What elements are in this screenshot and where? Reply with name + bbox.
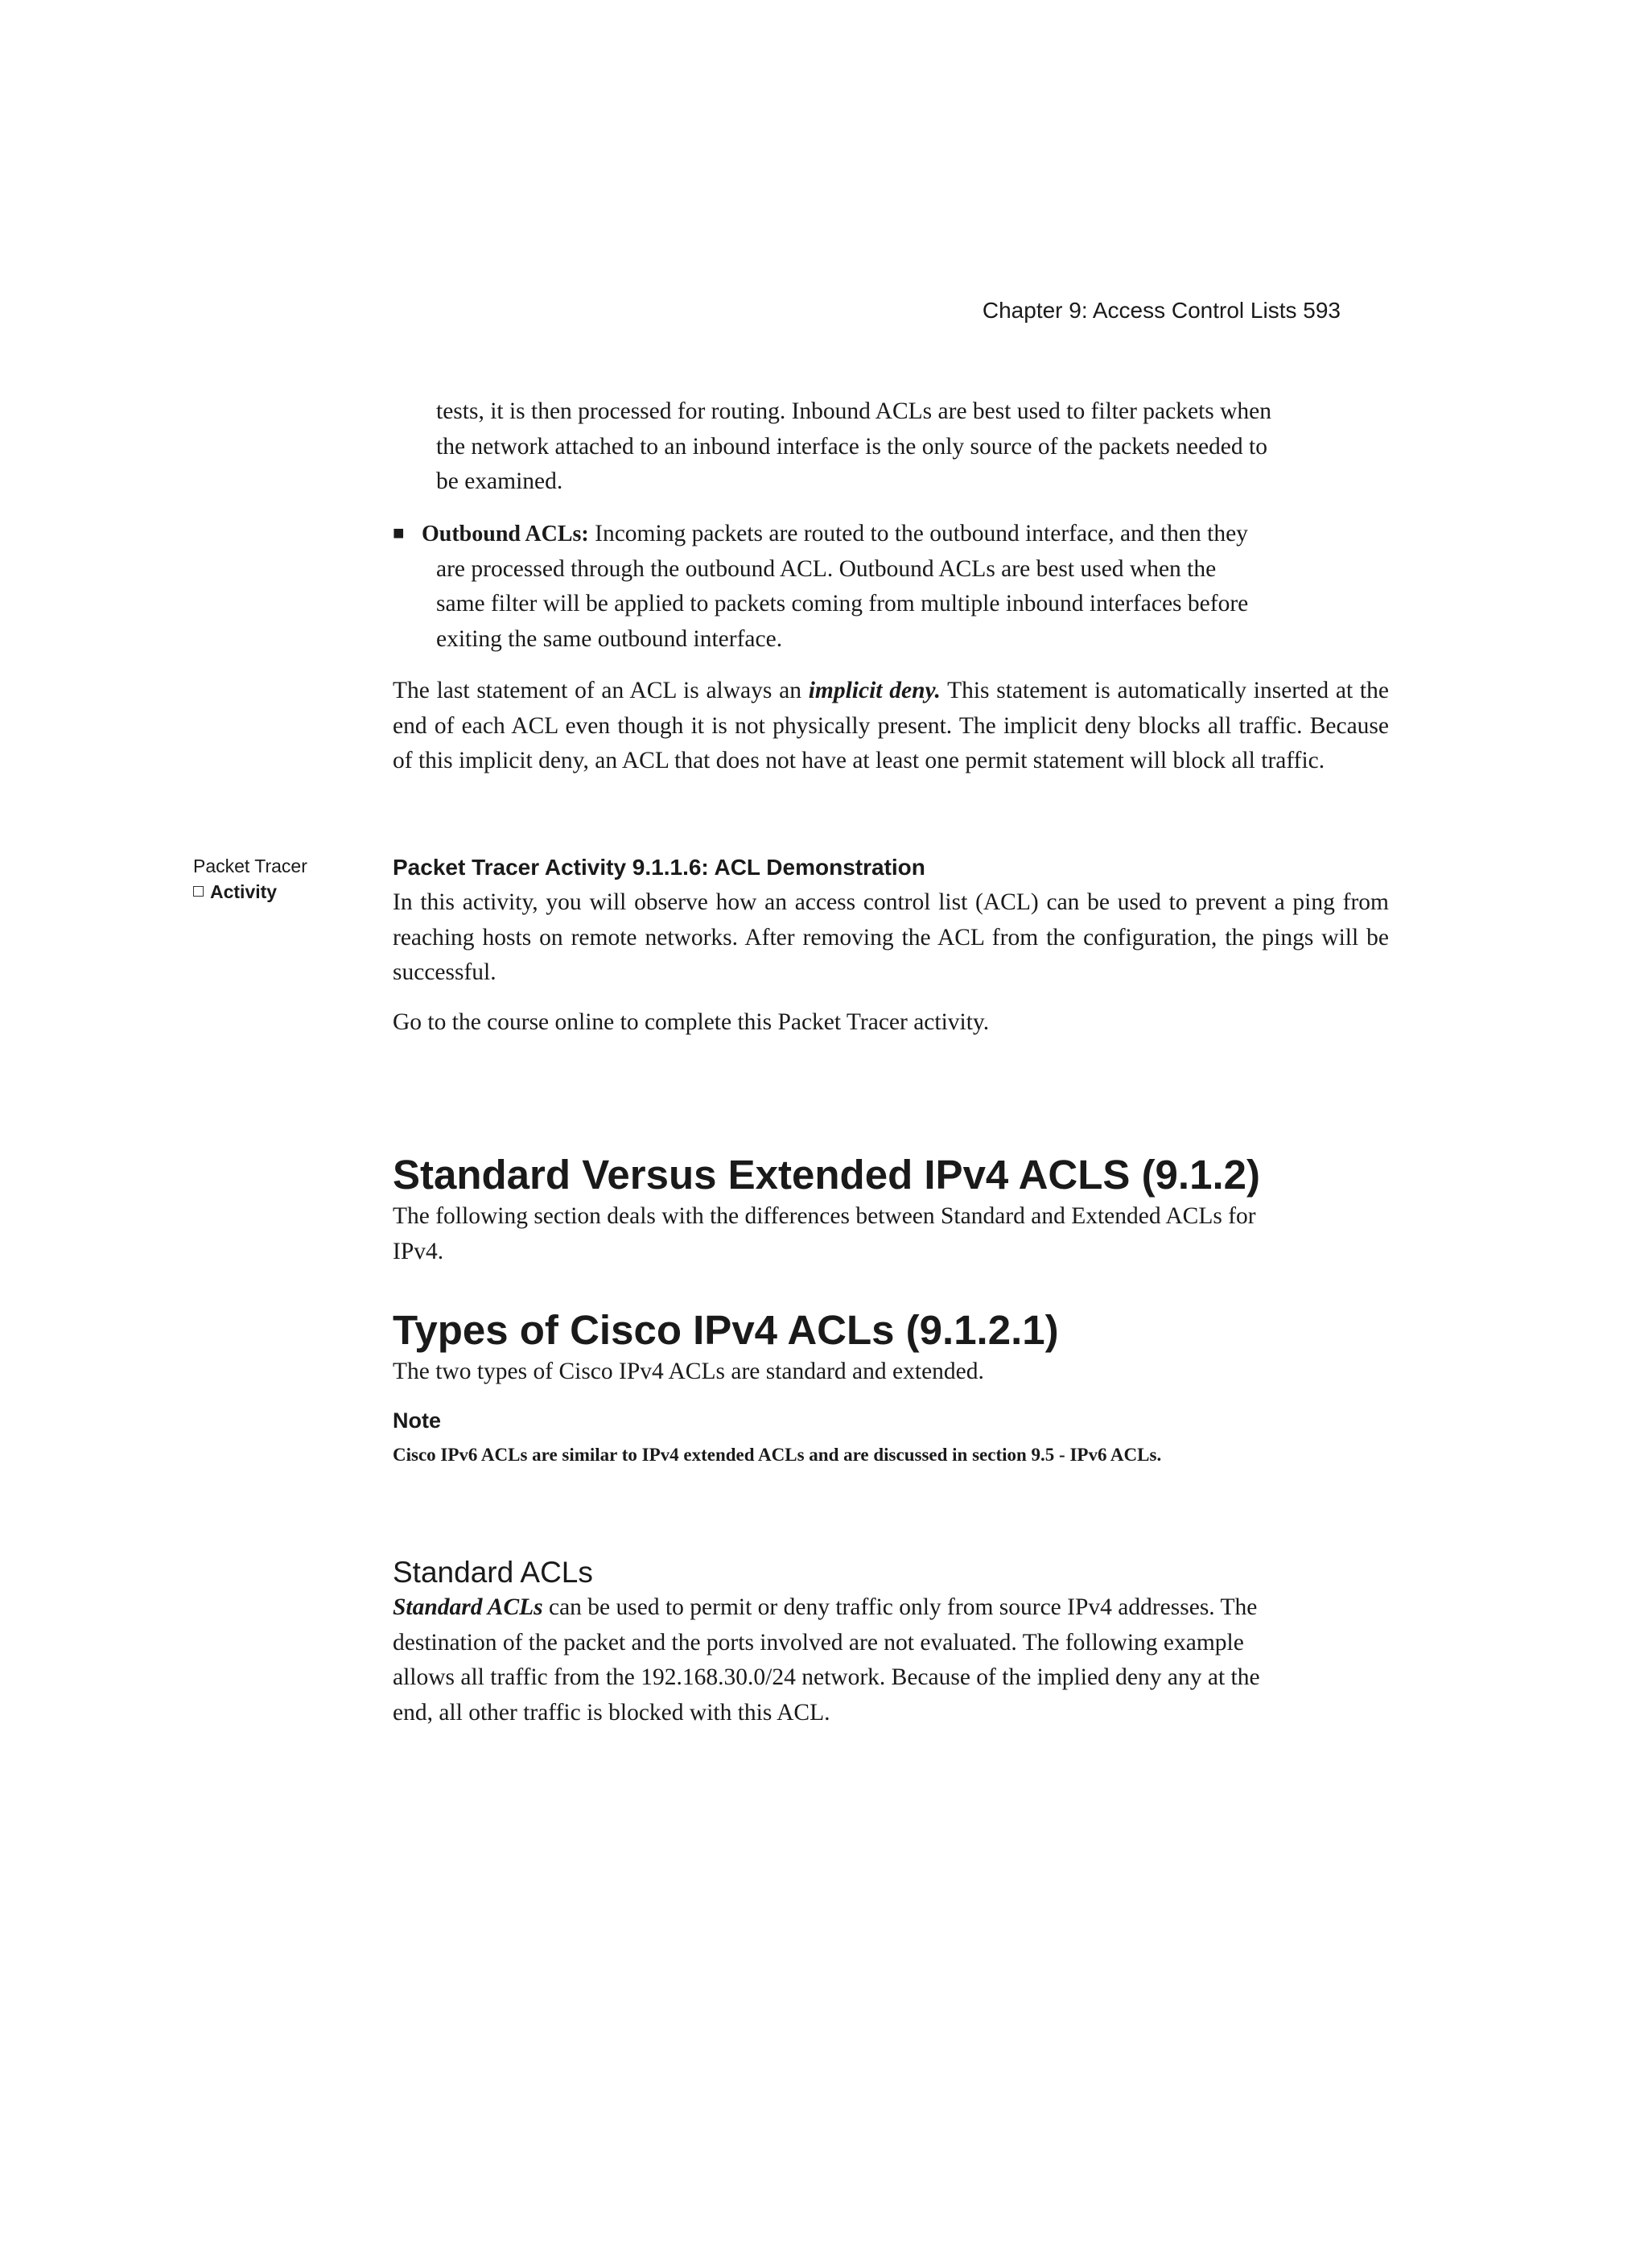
- activity-title: Packet Tracer Activity 9.1.1.6: ACL Demonstration: [393, 855, 925, 880]
- bullet-text: Incoming packets are routed to the outbound interface, and then they: [588, 521, 1248, 546]
- text-line: The following section deals with the differences between Standard and Extended ACLs for: [393, 1203, 1256, 1229]
- section-types: [393, 1306, 1389, 1467]
- text-line: destination of the packet and the ports involved are not evaluated. The following example: [393, 1629, 1244, 1656]
- activity-instruction: Go to the course online to complete this Packet Tracer activity.: [393, 1008, 990, 1035]
- outbound-acls-term: Outbound ACLs:: [422, 522, 589, 546]
- packet-tracer-margin-icon: [193, 853, 307, 905]
- text-line: are processed through the outbound ACL. Outbound ACLs are best used when the: [436, 555, 1217, 582]
- packet-tracer-activity: [393, 853, 1389, 1040]
- activity-label: Activity: [210, 881, 278, 902]
- bullet-square-icon: ■: [393, 523, 405, 544]
- section-standard-acls: [393, 1555, 1389, 1730]
- text-line: same filter will be applied to packets coming from multiple inbound interfaces before: [436, 591, 1249, 616]
- text-line: exiting the same outbound interface.: [436, 625, 783, 652]
- note-text: Cisco IPv6 ACLs are similar to IPv4 extended ACLs and are discussed in section 9.5 - IPv6 ACLs.: [393, 1444, 1162, 1465]
- text-line: be examined.: [436, 468, 563, 494]
- text-line: the network attached to an inbound interface is the only source of the packets needed to: [436, 433, 1267, 460]
- text-line: [393, 1590, 1389, 1626]
- section-standard-vs-extended: [393, 1151, 1389, 1269]
- outbound-acls-bullet: [393, 517, 1389, 657]
- standard-acls-term: Standard ACLs: [393, 1594, 543, 1620]
- section-heading: Standard Versus Extended IPv4 ACLS (9.1.2): [393, 1152, 1260, 1198]
- subsection-heading: Standard ACLs: [393, 1556, 593, 1589]
- bullet-first-line: [422, 517, 1389, 552]
- text-line: allows all traffic from the 192.168.30.0/24 network. Because of the implied deny any at the: [393, 1664, 1260, 1690]
- text-line: end, all other traffic is blocked with this ACL.: [393, 1699, 830, 1726]
- margin-label: Packet Tracer: [193, 856, 307, 876]
- continued-bullet-text: [393, 394, 1432, 500]
- paragraph-text: This statement is automatically inserted at the end of each ACL even though it is not physically present. The implicit deny blocks all traffic. Because of this implicit deny, an ACL that does not have at least one permit statement will block all traffic.: [393, 678, 1389, 773]
- text-line: tests, it is then processed for routing. Inbound ACLs are best used to filter packets when: [436, 398, 1272, 424]
- section-text: [393, 1590, 1389, 1730]
- note-label: Note: [393, 1408, 441, 1433]
- text-line-rest: can be used to permit or deny traffic only from source IPv4 addresses. The: [542, 1594, 1258, 1620]
- section-text: [393, 1199, 1389, 1269]
- section-heading: Types of Cisco IPv4 ACLs (9.1.2.1): [393, 1307, 1059, 1353]
- activity-description: In this activity, you will observe how an access control list (ACL) can be used to prevent a ping from reaching hosts on remote networks. After removing the ACL from the configuration, the pings will be successful.: [393, 889, 1389, 985]
- section-text: The two types of Cisco IPv4 ACLs are standard and extended.: [393, 1359, 984, 1384]
- implicit-deny-paragraph: [393, 674, 1389, 779]
- running-header: Chapter 9: Access Control Lists 593: [982, 298, 1341, 323]
- margin-label-activity: [193, 879, 307, 905]
- activity-box-icon: [193, 886, 204, 897]
- text-line: IPv4.: [393, 1238, 444, 1264]
- paragraph-text: The last statement of an ACL is always an: [393, 678, 809, 703]
- implicit-deny-term: implicit deny.: [808, 678, 941, 703]
